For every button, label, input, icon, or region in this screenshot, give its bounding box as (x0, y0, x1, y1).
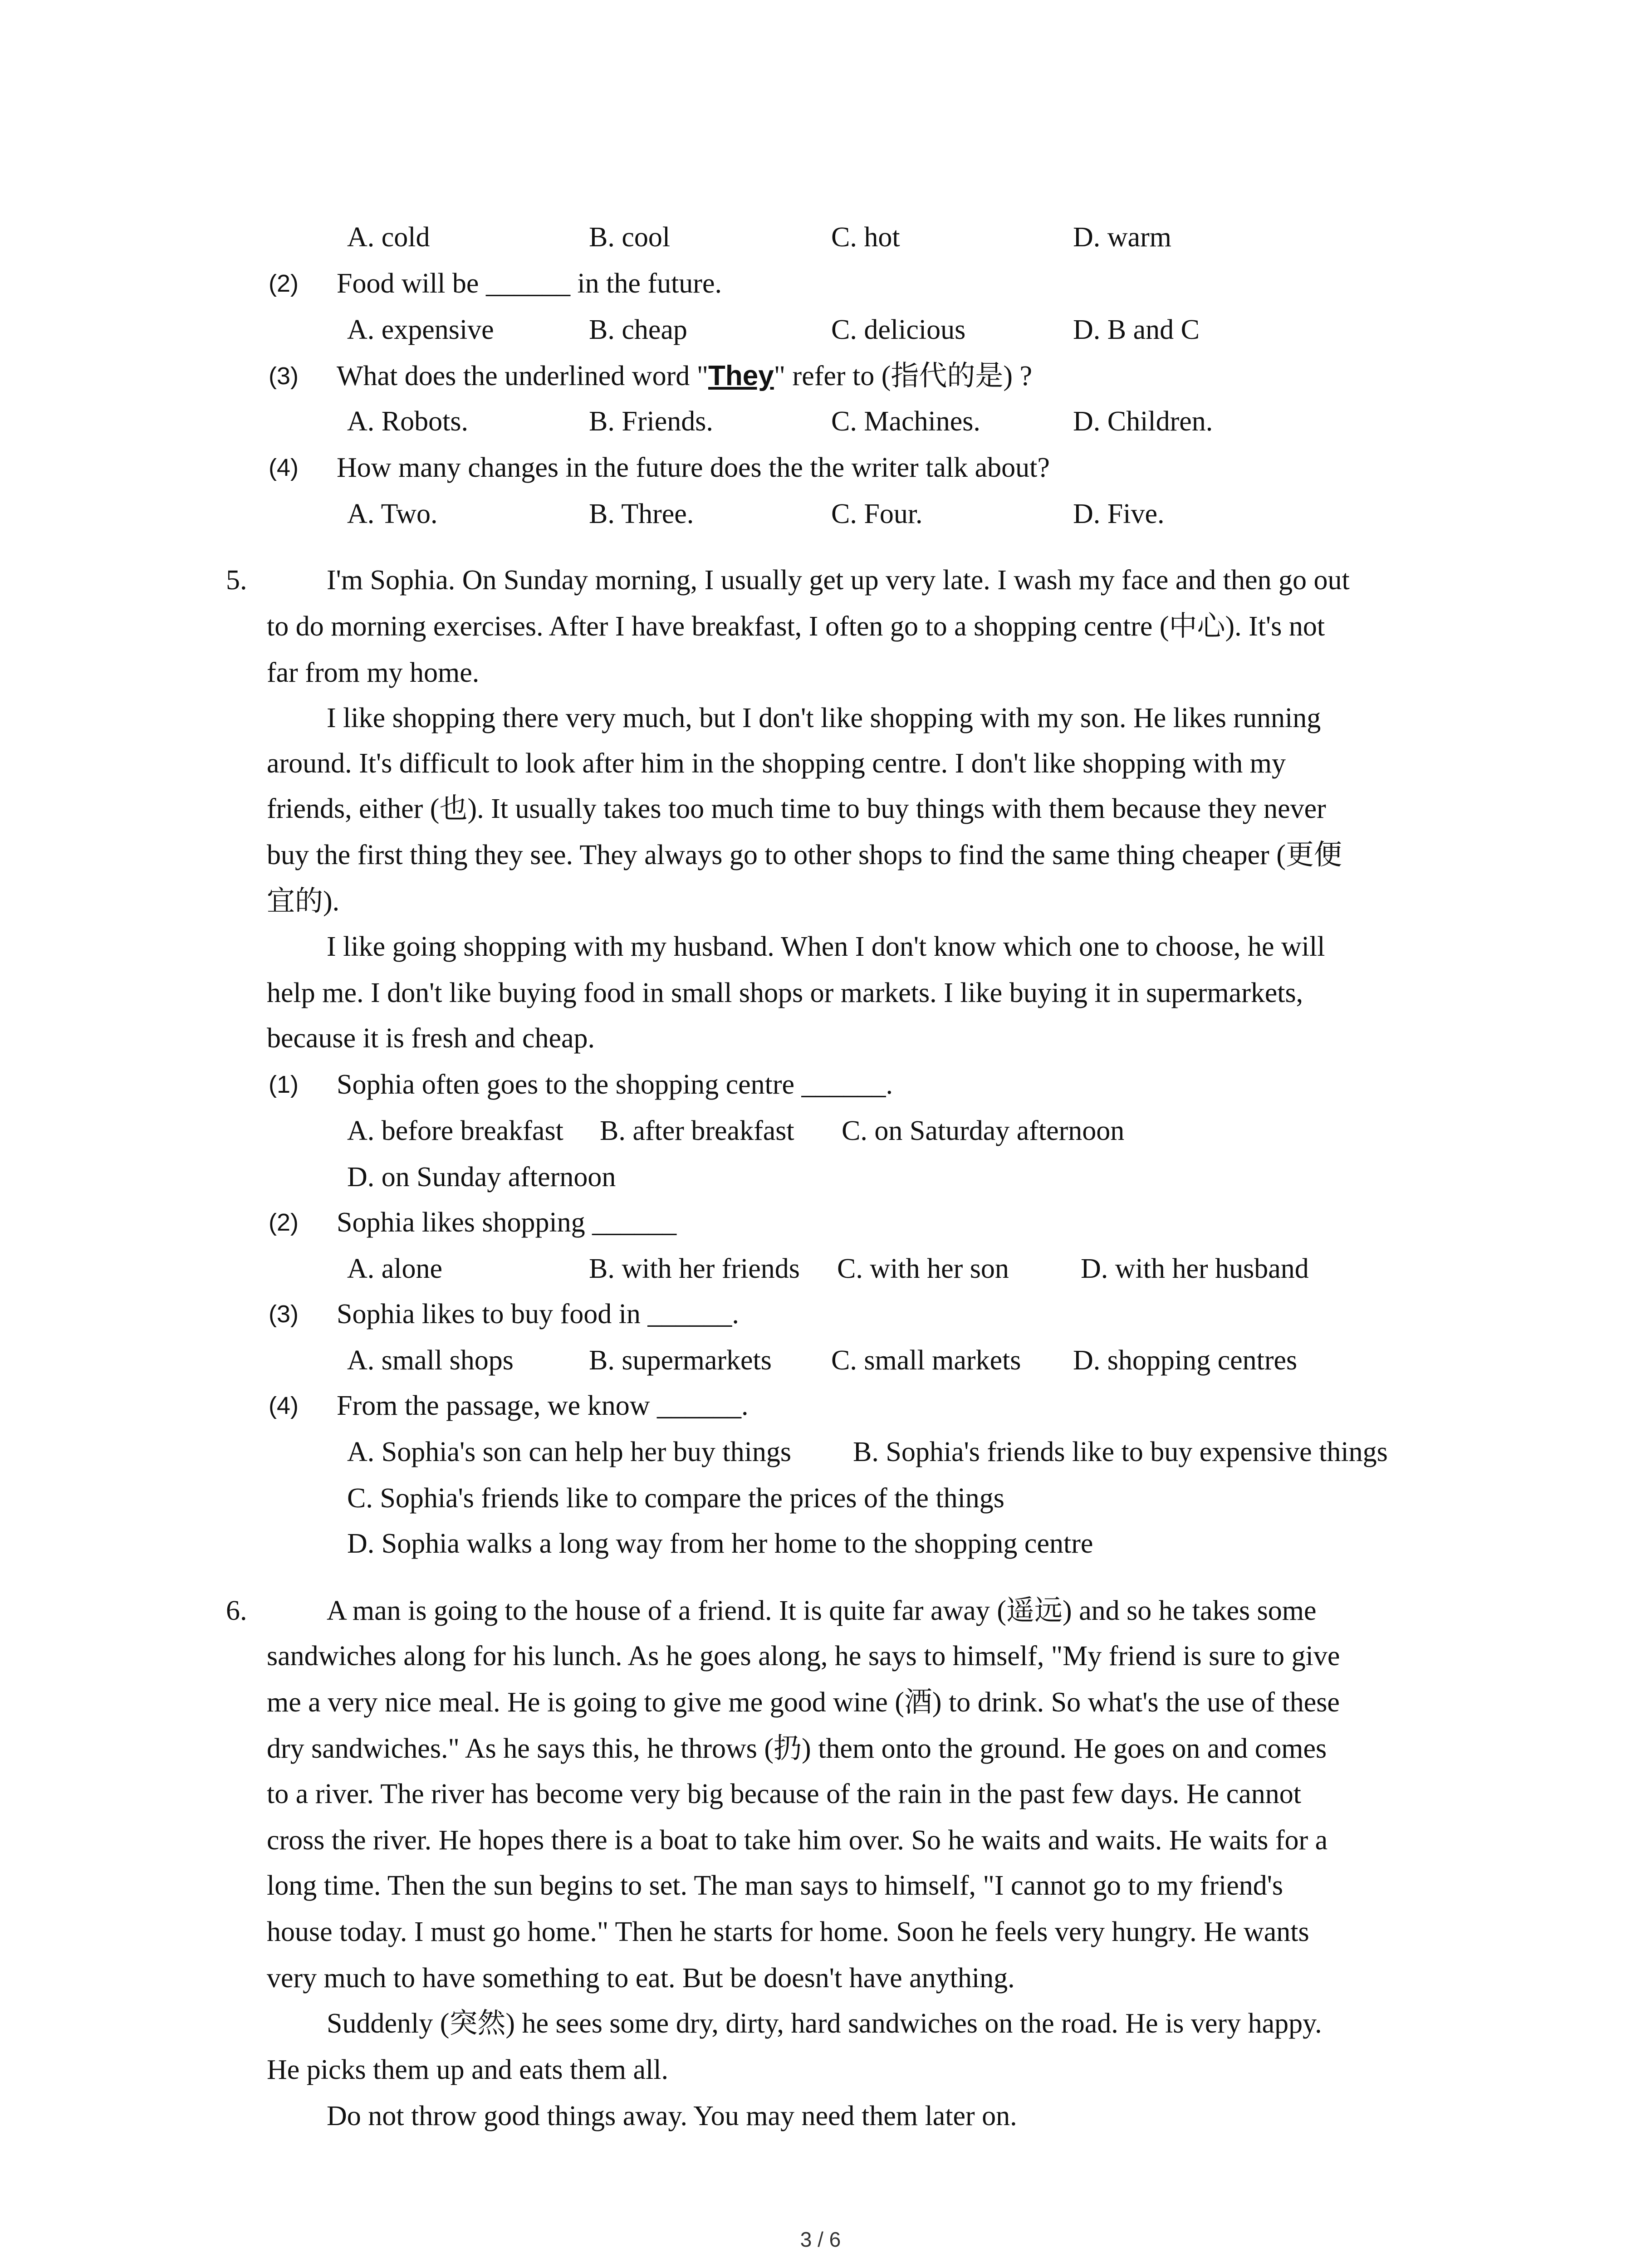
question-number: (2) (269, 270, 299, 297)
question-stem: From the passage, we know ______. (337, 1390, 749, 1421)
question-number: (4) (269, 1392, 299, 1419)
option-a: A. Sophia's son can help her buy things (347, 1437, 791, 1467)
option-d: D. on Sunday afternoon (347, 1162, 616, 1193)
underlined-word: They (708, 360, 774, 391)
question-stem (337, 362, 1032, 390)
option-d: D. warm (1073, 222, 1171, 253)
paragraph-line: I like going shopping with my husband. When I don't know which one to choose, he will (327, 931, 1325, 962)
paragraph-line: help me. I don't like buying food in small shops or markets. I like buying it in supermarkets, (267, 978, 1303, 1008)
stem-after: " refer to (指代的是) ? (774, 361, 1033, 391)
paragraph-line: dry sandwiches." As he says this, he throws (扔) them onto the ground. He goes on and comes (267, 1733, 1327, 1764)
paragraph-line: because it is fresh and cheap. (267, 1023, 595, 1054)
option-b: B. after breakfast (600, 1115, 794, 1146)
question-number: (1) (269, 1071, 299, 1098)
paragraph-line: far from my home. (267, 657, 480, 688)
option-c: C. on Saturday afternoon (842, 1115, 1125, 1146)
option-c: C. with her son (837, 1253, 1009, 1284)
option-a: A. small shops (347, 1345, 514, 1376)
question-stem: Sophia likes shopping ______ (337, 1207, 677, 1238)
option-a: A. Two. (347, 499, 438, 529)
paragraph-line: I'm Sophia. On Sunday morning, I usually get up very late. I wash my face and then go out (327, 565, 1350, 596)
option-d: D. Children. (1073, 406, 1213, 437)
question-stem: Sophia likes to buy food in ______. (337, 1299, 739, 1330)
question-stem: Food will be ______ in the future. (337, 268, 722, 299)
option-a: A. alone (347, 1253, 443, 1284)
paragraph-line: long time. Then the sun begins to set. The man says to himself, "I cannot go to my friend's (267, 1870, 1283, 1901)
paragraph-line: around. It's difficult to look after him in the shopping centre. I don't like shopping with my (267, 748, 1286, 779)
option-a: A. before breakfast (347, 1115, 563, 1146)
paragraph-line: I like shopping there very much, but I don't like shopping with my son. He likes running (327, 703, 1321, 733)
option-b: B. supermarkets (589, 1345, 772, 1376)
question-number: (2) (269, 1209, 299, 1236)
option-a: A. cold (347, 222, 430, 253)
option-a: A. expensive (347, 314, 494, 345)
paragraph-line: very much to have something to eat. But be doesn't have anything. (267, 1963, 1015, 1994)
stem-before: What does the underlined word " (337, 361, 709, 391)
paragraph-line: friends, either (也). It usually takes too much time to buy things with them because they never (267, 793, 1326, 824)
option-b: B. cool (589, 222, 671, 253)
option-d: D. Five. (1073, 499, 1165, 529)
option-d: D. Sophia walks a long way from her home to the shopping centre (347, 1528, 1093, 1559)
option-b: B. cheap (589, 314, 687, 345)
option-c: C. Machines. (831, 406, 980, 437)
paragraph-line: sandwiches along for his lunch. As he goes along, he says to himself, "My friend is sure to give (267, 1641, 1340, 1672)
paragraph-line: house today. I must go home." Then he starts for home. Soon he feels very hungry. He wants (267, 1916, 1309, 1947)
option-d: D. with her husband (1081, 1253, 1309, 1284)
option-d: D. B and C (1073, 314, 1200, 345)
option-d: D. shopping centres (1073, 1345, 1298, 1376)
option-b: B. with her friends (589, 1253, 800, 1284)
option-b: B. Sophia's friends like to buy expensive things (853, 1437, 1388, 1467)
paragraph-line: He picks them up and eats them all. (267, 2054, 668, 2085)
paragraph-line: buy the first thing they see. They always go to other shops to find the same thing cheaper (更便 (267, 840, 1342, 870)
paragraph-line: cross the river. He hopes there is a boat to take him over. So he waits and waits. He waits for a (267, 1825, 1328, 1856)
paragraph-line: to a river. The river has become very big because of the rain in the past few days. He cannot (267, 1779, 1301, 1809)
paragraph-line: Suddenly (突然) he sees some dry, dirty, hard sandwiches on the road. He is very happy. (327, 2008, 1322, 2039)
page-number: 3 / 6 (800, 2228, 841, 2251)
paragraph-line: to do morning exercises. After I have breakfast, I often go to a shopping centre (中心). It's not (267, 611, 1325, 642)
option-c: C. Sophia's friends like to compare the prices of the things (347, 1483, 1004, 1514)
option-b: B. Friends. (589, 406, 713, 437)
passage-number: 5. (226, 565, 247, 596)
option-b: B. Three. (589, 499, 694, 529)
option-a: A. Robots. (347, 406, 468, 437)
question-number: (3) (269, 1300, 299, 1328)
question-stem: How many changes in the future does the the writer talk about? (337, 452, 1050, 483)
paragraph-line: me a very nice meal. He is going to give me good wine (酒) to drink. So what's the use of these (267, 1687, 1340, 1718)
option-c: C. small markets (831, 1345, 1021, 1376)
paragraph-line: Do not throw good things away. You may need them later on. (327, 2101, 1017, 2131)
question-stem: Sophia often goes to the shopping centre ______. (337, 1069, 893, 1100)
question-number: (3) (269, 362, 299, 390)
option-c: C. Four. (831, 499, 923, 529)
option-c: C. delicious (831, 314, 966, 345)
paragraph-line: A man is going to the house of a friend. It is quite far away (遥远) and so he takes some (327, 1595, 1317, 1626)
option-c: C. hot (831, 222, 900, 253)
question-number: (4) (269, 454, 299, 481)
paragraph-line: 宜的). (267, 886, 340, 917)
passage-number: 6. (226, 1595, 247, 1626)
